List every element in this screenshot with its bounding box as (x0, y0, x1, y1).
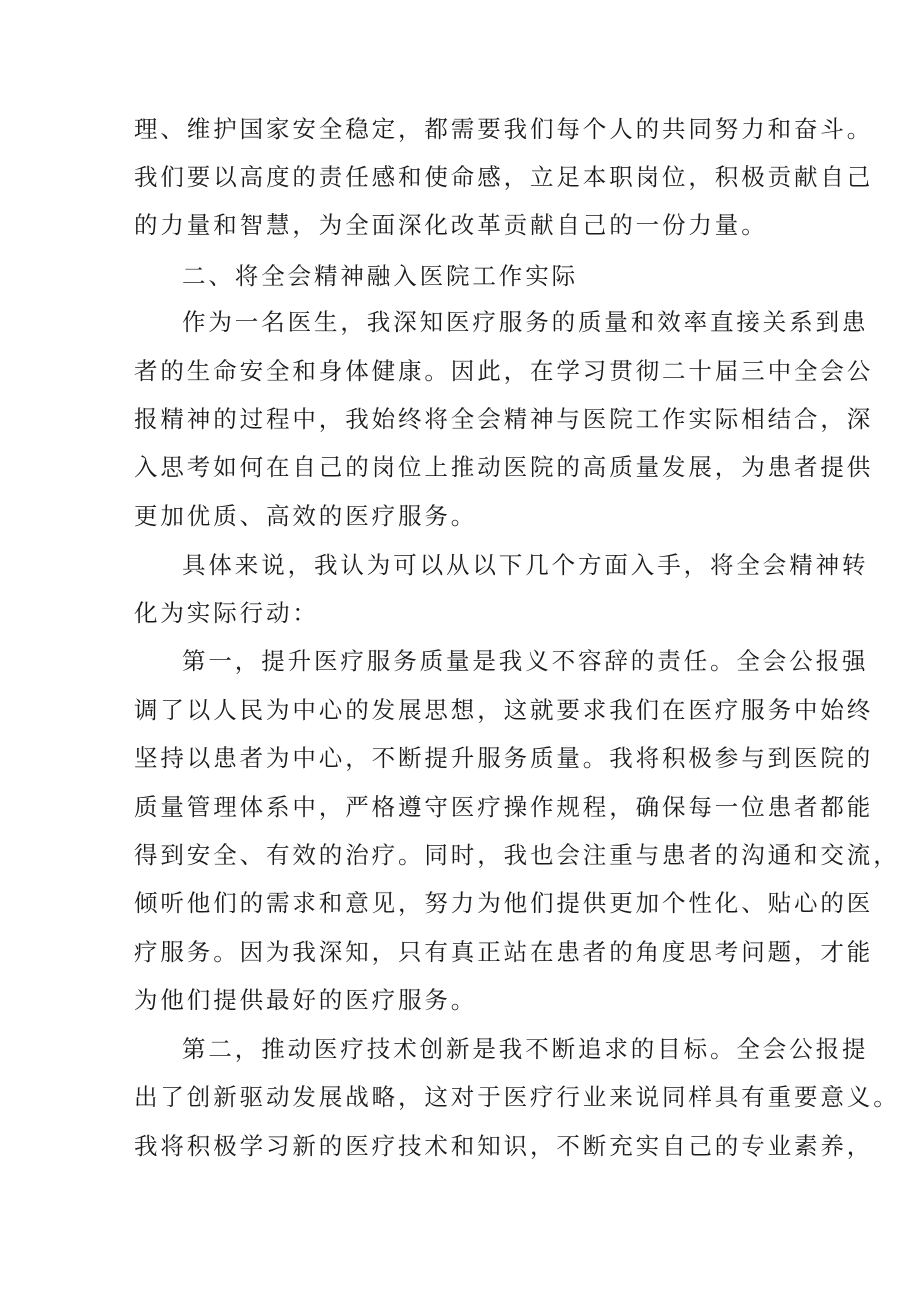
text-line: 入思考如何在自己的岗位上推动医院的高质量发展，为患者提供 (134, 453, 874, 481)
text-line: 第二，推动医疗技术创新是我不断追求的目标。全会公报提 (182, 1035, 869, 1063)
text-line: 更加优质、高效的医疗服务。 (134, 502, 478, 530)
text-line: 的力量和智慧，为全面深化改革贡献自己的一份力量。 (134, 211, 768, 239)
text-line: 者的生命安全和身体健康。因此，在学习贯彻二十届三中全会公 (134, 357, 874, 385)
text-line: 化为实际行动： (134, 599, 319, 627)
text-line: 我们要以高度的责任感和使命感，立足本职岗位，积极贡献自己 (134, 163, 874, 191)
text-line: 倾听他们的需求和意见，努力为他们提供更加个性化、贴心的医 (134, 889, 874, 917)
section-heading: 二、将全会精神融入医院工作实际 (182, 262, 578, 290)
text-line: 我将积极学习新的医疗技术和知识，不断充实自己的专业素养， (134, 1132, 874, 1160)
text-line: 得到安全、有效的治疗。同时，我也会注重与患者的沟通和交流， (134, 841, 900, 869)
text-line: 质量管理体系中，严格遵守医疗操作规程，确保每一位患者都能 (134, 793, 874, 821)
text-line: 出了创新驱动发展战略，这对于医疗行业来说同样具有重要意义。 (134, 1083, 900, 1111)
text-line: 理、维护国家安全稳定，都需要我们每个人的共同努力和奋斗。 (134, 115, 874, 143)
text-line: 为他们提供最好的医疗服务。 (134, 986, 478, 1014)
text-line: 具体来说，我认为可以从以下几个方面入手，将全会精神转 (182, 551, 869, 579)
text-line: 疗服务。因为我深知，只有真正站在患者的角度思考问题，才能 (134, 938, 874, 966)
text-line: 调了以人民为中心的发展思想，这就要求我们在医疗服务中始终 (134, 696, 874, 724)
text-line: 第一，提升医疗服务质量是我义不容辞的责任。全会公报强 (182, 647, 869, 675)
text-line: 作为一名医生，我深知医疗服务的质量和效率直接关系到患 (182, 308, 869, 336)
text-line: 坚持以患者为中心，不断提升服务质量。我将积极参与到医院的 (134, 744, 874, 772)
text-line: 报精神的过程中，我始终将全会精神与医院工作实际相结合，深 (134, 405, 874, 433)
